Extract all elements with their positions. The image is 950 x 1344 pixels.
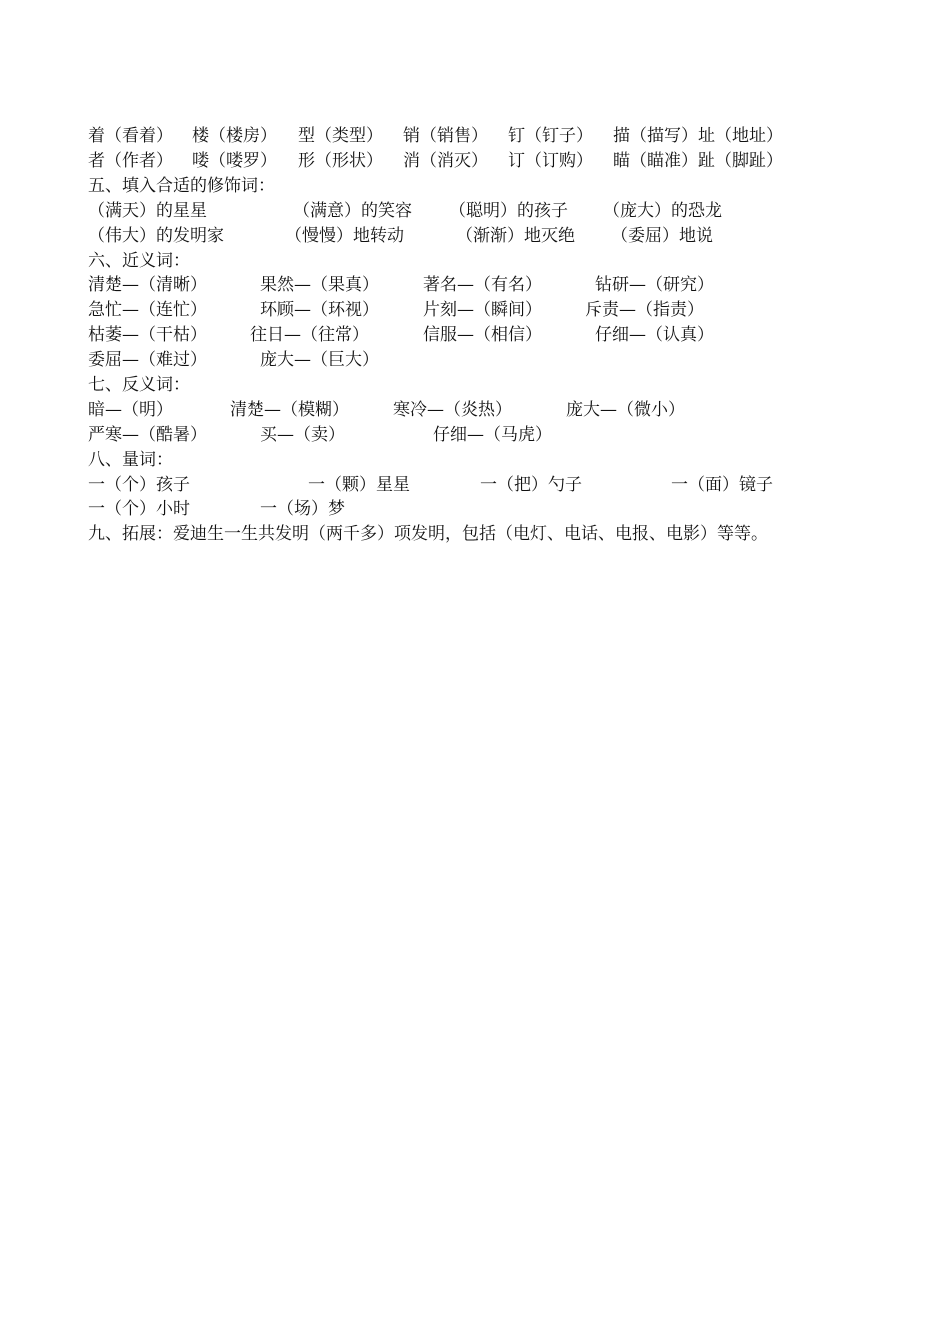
text-item: 消（消灭） (403, 151, 488, 171)
text-item: 仔细—（马虎） (433, 425, 552, 445)
section-five-heading: 五、填入合适的修饰词： (88, 176, 275, 196)
synonym-line-1 (0, 273, 950, 297)
synonym-line-2 (0, 298, 950, 322)
text-item: 销（销售） (403, 126, 488, 146)
text-item: （慢慢）地转动 (285, 226, 404, 246)
section-heading (0, 373, 950, 397)
text-item: 斥责—（指责） (585, 300, 704, 320)
text-item: 庞大—（微小） (566, 400, 685, 420)
text-item: （满天）的星星 (88, 201, 207, 221)
text-item: 喽（喽罗） (192, 151, 277, 171)
section-heading (0, 174, 950, 198)
text-item: 环顾—（环视） (260, 300, 379, 320)
text-item: 信服—（相信） (423, 325, 542, 345)
section-heading (0, 249, 950, 273)
text-item: 形（形状） (298, 151, 383, 171)
text-item: 清楚—（清晰） (88, 275, 207, 295)
section-six-heading: 六、近义词： (88, 251, 190, 271)
text-item: 仔细—（认真） (595, 325, 714, 345)
text-item: 寒冷—（炎热） (393, 400, 512, 420)
text-item: 者（作者） (88, 151, 173, 171)
text-item: 一（个）小时 (88, 499, 190, 519)
modifier-line-2 (0, 224, 950, 248)
text-item: （渐渐）地灭绝 (456, 226, 575, 246)
text-item: 著名—（有名） (423, 275, 542, 295)
section-nine-text: 九、拓展：爱迪生一生共发明（两千多）项发明，包括（电灯、电话、电报、电影）等等。 (88, 524, 768, 544)
text-item: 暗—（明） (88, 400, 173, 420)
text-item: 果然—（果真） (260, 275, 379, 295)
text-item: 庞大—（巨大） (260, 350, 379, 370)
synonym-line-3 (0, 323, 950, 347)
char-pairs-line-2 (0, 149, 950, 173)
text-item: 清楚—（模糊） (230, 400, 349, 420)
text-item: 一（把）勺子 (480, 475, 582, 495)
text-item: 着（看着） (88, 126, 173, 146)
text-item: 一（颗）星星 (308, 475, 410, 495)
text-item: （聪明）的孩子 (449, 201, 568, 221)
text-item: 委屈—（难过） (88, 350, 207, 370)
section-seven-heading: 七、反义词： (88, 375, 190, 395)
antonym-line-1 (0, 398, 950, 422)
text-item: （委屈）地说 (611, 226, 713, 246)
text-item: （满意）的笑容 (293, 201, 412, 221)
measure-word-line-1 (0, 473, 950, 497)
antonym-line-2 (0, 423, 950, 447)
text-item: 瞄（瞄准）趾（脚趾） (613, 151, 783, 171)
text-item: 买—（卖） (260, 425, 345, 445)
modifier-line-1 (0, 199, 950, 223)
section-heading (0, 448, 950, 472)
text-item: 订（订购） (508, 151, 593, 171)
text-item: （庞大）的恐龙 (603, 201, 722, 221)
synonym-line-4 (0, 348, 950, 372)
text-item: 急忙—（连忙） (88, 300, 207, 320)
text-item: 描（描写）址（地址） (613, 126, 783, 146)
text-item: 型（类型） (298, 126, 383, 146)
text-item: 一（场）梦 (260, 499, 345, 519)
text-item: 钉（钉子） (508, 126, 593, 146)
text-item: 钻研—（研究） (595, 275, 714, 295)
text-item: 严寒—（酷暑） (88, 425, 207, 445)
text-item: 枯萎—（干枯） (88, 325, 207, 345)
extension-line (0, 522, 950, 546)
text-item: 片刻—（瞬间） (423, 300, 542, 320)
text-item: 一（个）孩子 (88, 475, 190, 495)
text-item: 往日—（往常） (250, 325, 369, 345)
char-pairs-line-1 (0, 124, 950, 148)
section-eight-heading: 八、量词： (88, 450, 173, 470)
text-item: 一（面）镜子 (671, 475, 773, 495)
text-item: （伟大）的发明家 (88, 226, 224, 246)
measure-word-line-2 (0, 497, 950, 521)
text-item: 楼（楼房） (192, 126, 277, 146)
